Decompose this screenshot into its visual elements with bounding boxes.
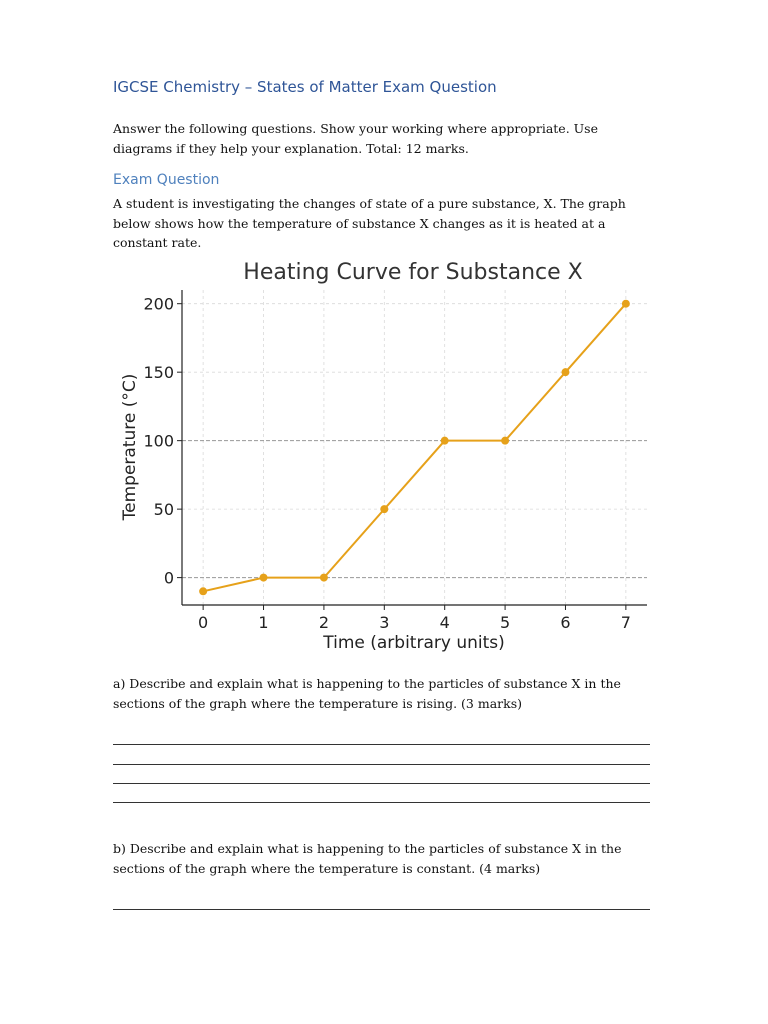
heating-curve-chart: [110, 250, 660, 660]
answer-line[interactable]: [113, 764, 650, 765]
x-axis-label: Time (arbitrary units): [323, 633, 505, 653]
x-tick-label: 2: [318, 613, 330, 632]
data-point: [622, 300, 630, 308]
data-point: [380, 505, 388, 513]
data-point: [260, 574, 268, 582]
question-description: A student is investigating the changes of state of a pure substance, X. The graph below shows how the temperature of substance X changes as it is heated at a constant rate.: [113, 196, 626, 250]
data-point: [441, 437, 449, 445]
x-tick-label: 7: [620, 613, 631, 632]
answer-line[interactable]: [113, 783, 650, 784]
x-tick-label: 3: [379, 613, 390, 632]
instructions-text: Answer the following questions. Show your working where appropriate. Use diagrams if they help your explanation. Total: 12 marks.: [113, 121, 598, 156]
x-tick-label: 1: [258, 613, 269, 632]
question-a: a) Describe and explain what is happening to the particles of substance X in the sections of the graph where the temperature is rising. (3 marks): [113, 676, 621, 711]
data-point: [561, 368, 569, 376]
y-tick-label: 150: [143, 363, 174, 383]
data-point: [199, 587, 207, 595]
y-tick-label: 0: [163, 568, 174, 588]
x-tick-label: 4: [439, 613, 450, 632]
tick-labels: [143, 295, 631, 632]
data-point: [320, 574, 328, 582]
document-title: IGCSE Chemistry – States of Matter Exam Question: [113, 78, 497, 96]
y-tick-label: 200: [143, 294, 174, 314]
chart-axes: [177, 290, 647, 610]
x-tick-label: 0: [198, 613, 209, 632]
answer-line[interactable]: [113, 909, 650, 910]
answer-line[interactable]: [113, 802, 650, 803]
y-axis-label: Temperature (°C): [120, 373, 140, 521]
y-tick-label: 50: [153, 500, 174, 520]
series-line: [203, 304, 626, 592]
x-tick-label: 5: [499, 613, 511, 632]
chart-grid: [182, 290, 647, 605]
question-b: b) Describe and explain what is happening to the particles of substance X in the sections of the graph where the temperature is constant. (4 marks): [113, 841, 622, 876]
section-heading: Exam Question: [113, 172, 220, 188]
x-tick-label: 6: [560, 613, 571, 632]
answer-line[interactable]: [113, 744, 650, 745]
chart-title: Heating Curve for Substance X: [243, 260, 583, 285]
reference-lines: [182, 441, 647, 578]
y-tick-label: 100: [143, 431, 174, 451]
data-point: [501, 437, 509, 445]
